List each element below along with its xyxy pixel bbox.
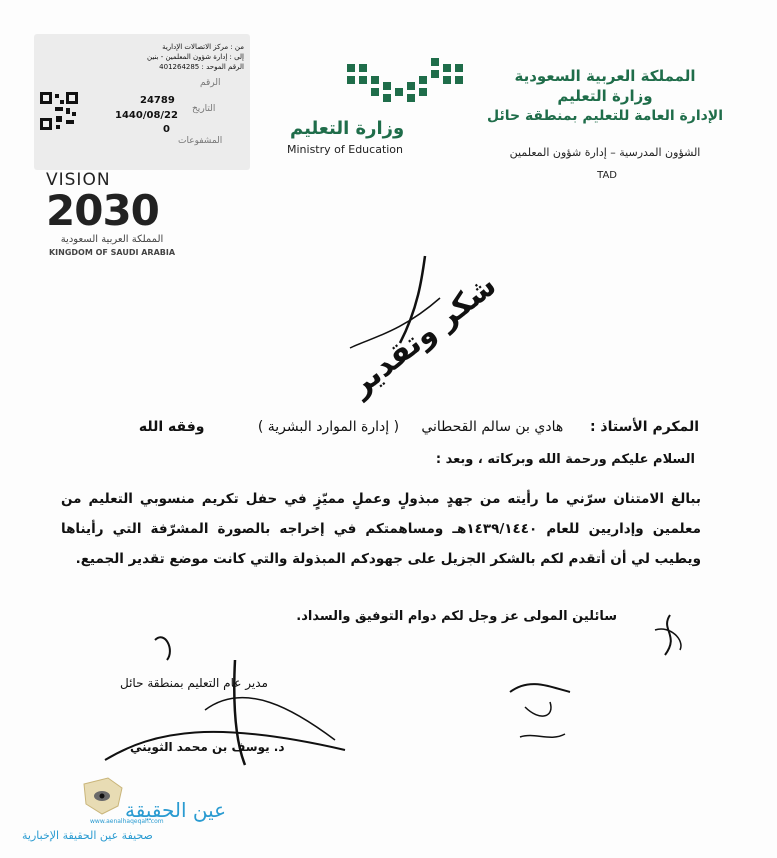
letterhead: [485, 66, 725, 126]
stamp-attachments: 0: [163, 124, 170, 135]
ministry-name-ar: وزارة التعليم: [290, 118, 405, 139]
vision-label: VISION: [46, 170, 111, 190]
letter-body: ببالغ الامتنان سرّني ما رأيته من جهدٍ مبذولٍ وعملٍ مميّزٍ في حفل تكريم منسوبي التعليم من معلمين وإداريين للعام ١٤٣٩/١٤٤٠هـ ومساهمتكم في إخراجه بالصورة المشرّفة التي رأيناها ويطيب لي أن أتقدم لكم بالشكر الجزيل على جهودكم المبذولة والتي كانت موضع تقدير الجميع.: [61, 491, 701, 567]
department-line: الشؤون المدرسية – إدارة شؤون المعلمين: [509, 146, 701, 159]
vision-year: 2030: [46, 186, 159, 235]
stamp-date: 1440/08/22: [115, 110, 178, 121]
stamp-unified-number: الرقم الموحد : 401264285: [159, 63, 244, 71]
stamp-to: إلى : إدارة شؤون المعلمين - بنين: [146, 53, 244, 61]
stamp-number: 24789: [140, 95, 175, 106]
watermark-subtitle: صحيفة عين الحقيقة الإخبارية: [22, 829, 153, 842]
map-eye-icon: [78, 774, 126, 818]
stamp-from: من : مركز الاتصالات الإدارية: [162, 43, 244, 51]
watermark-brand: عين الحقيقة: [125, 798, 227, 822]
ministry-name-en: Ministry of Education: [287, 143, 404, 156]
addressee-line: [59, 419, 699, 435]
addressee-name: هادي بن سالم القحطاني: [421, 419, 564, 435]
greeting: السلام عليكم ورحمة الله وبركاته ، وبعد :: [435, 452, 695, 467]
initials-icon: [640, 610, 700, 660]
vision-kingdom-ar: المملكة العربية السعودية: [60, 234, 164, 245]
handwritten-note-icon: [500, 672, 580, 752]
stamp-date-label: التاريخ: [192, 104, 216, 114]
addressee-prefix: المكرم الأستاذ :: [589, 419, 699, 435]
letter-title: شكر وتقدير: [343, 267, 504, 404]
kingdom-name: المملكة العربية السعودية: [514, 67, 696, 85]
addressee-suffix: وفقه الله: [138, 419, 205, 435]
qr-code-icon: [40, 92, 78, 130]
department-code: TAD: [597, 170, 617, 181]
stamp-number-label: الرقم: [200, 78, 221, 88]
watermark-url: www.aenalhaqeqah.com: [90, 818, 164, 825]
signer-title: مدير عام التعليم بمنطقة حائل: [120, 676, 268, 690]
stamp-header: [104, 42, 244, 72]
signer-name: د. يوسف بن محمد الثويني: [130, 740, 285, 754]
vision-kingdom-en: KINGDOM OF SAUDI ARABIA: [48, 248, 176, 257]
addressee-department: ( إدارة الموارد البشرية ): [257, 419, 400, 435]
ministry-header: وزارة التعليم: [557, 87, 653, 105]
stamp-attach-label: المشفوعات: [178, 136, 223, 146]
letter-closing: سائلين المولى عز وجل لكم دوام التوفيق والسداد.: [296, 609, 617, 624]
directorate-name: الإدارة العامة للتعليم بمنطقة حائل: [486, 108, 724, 124]
